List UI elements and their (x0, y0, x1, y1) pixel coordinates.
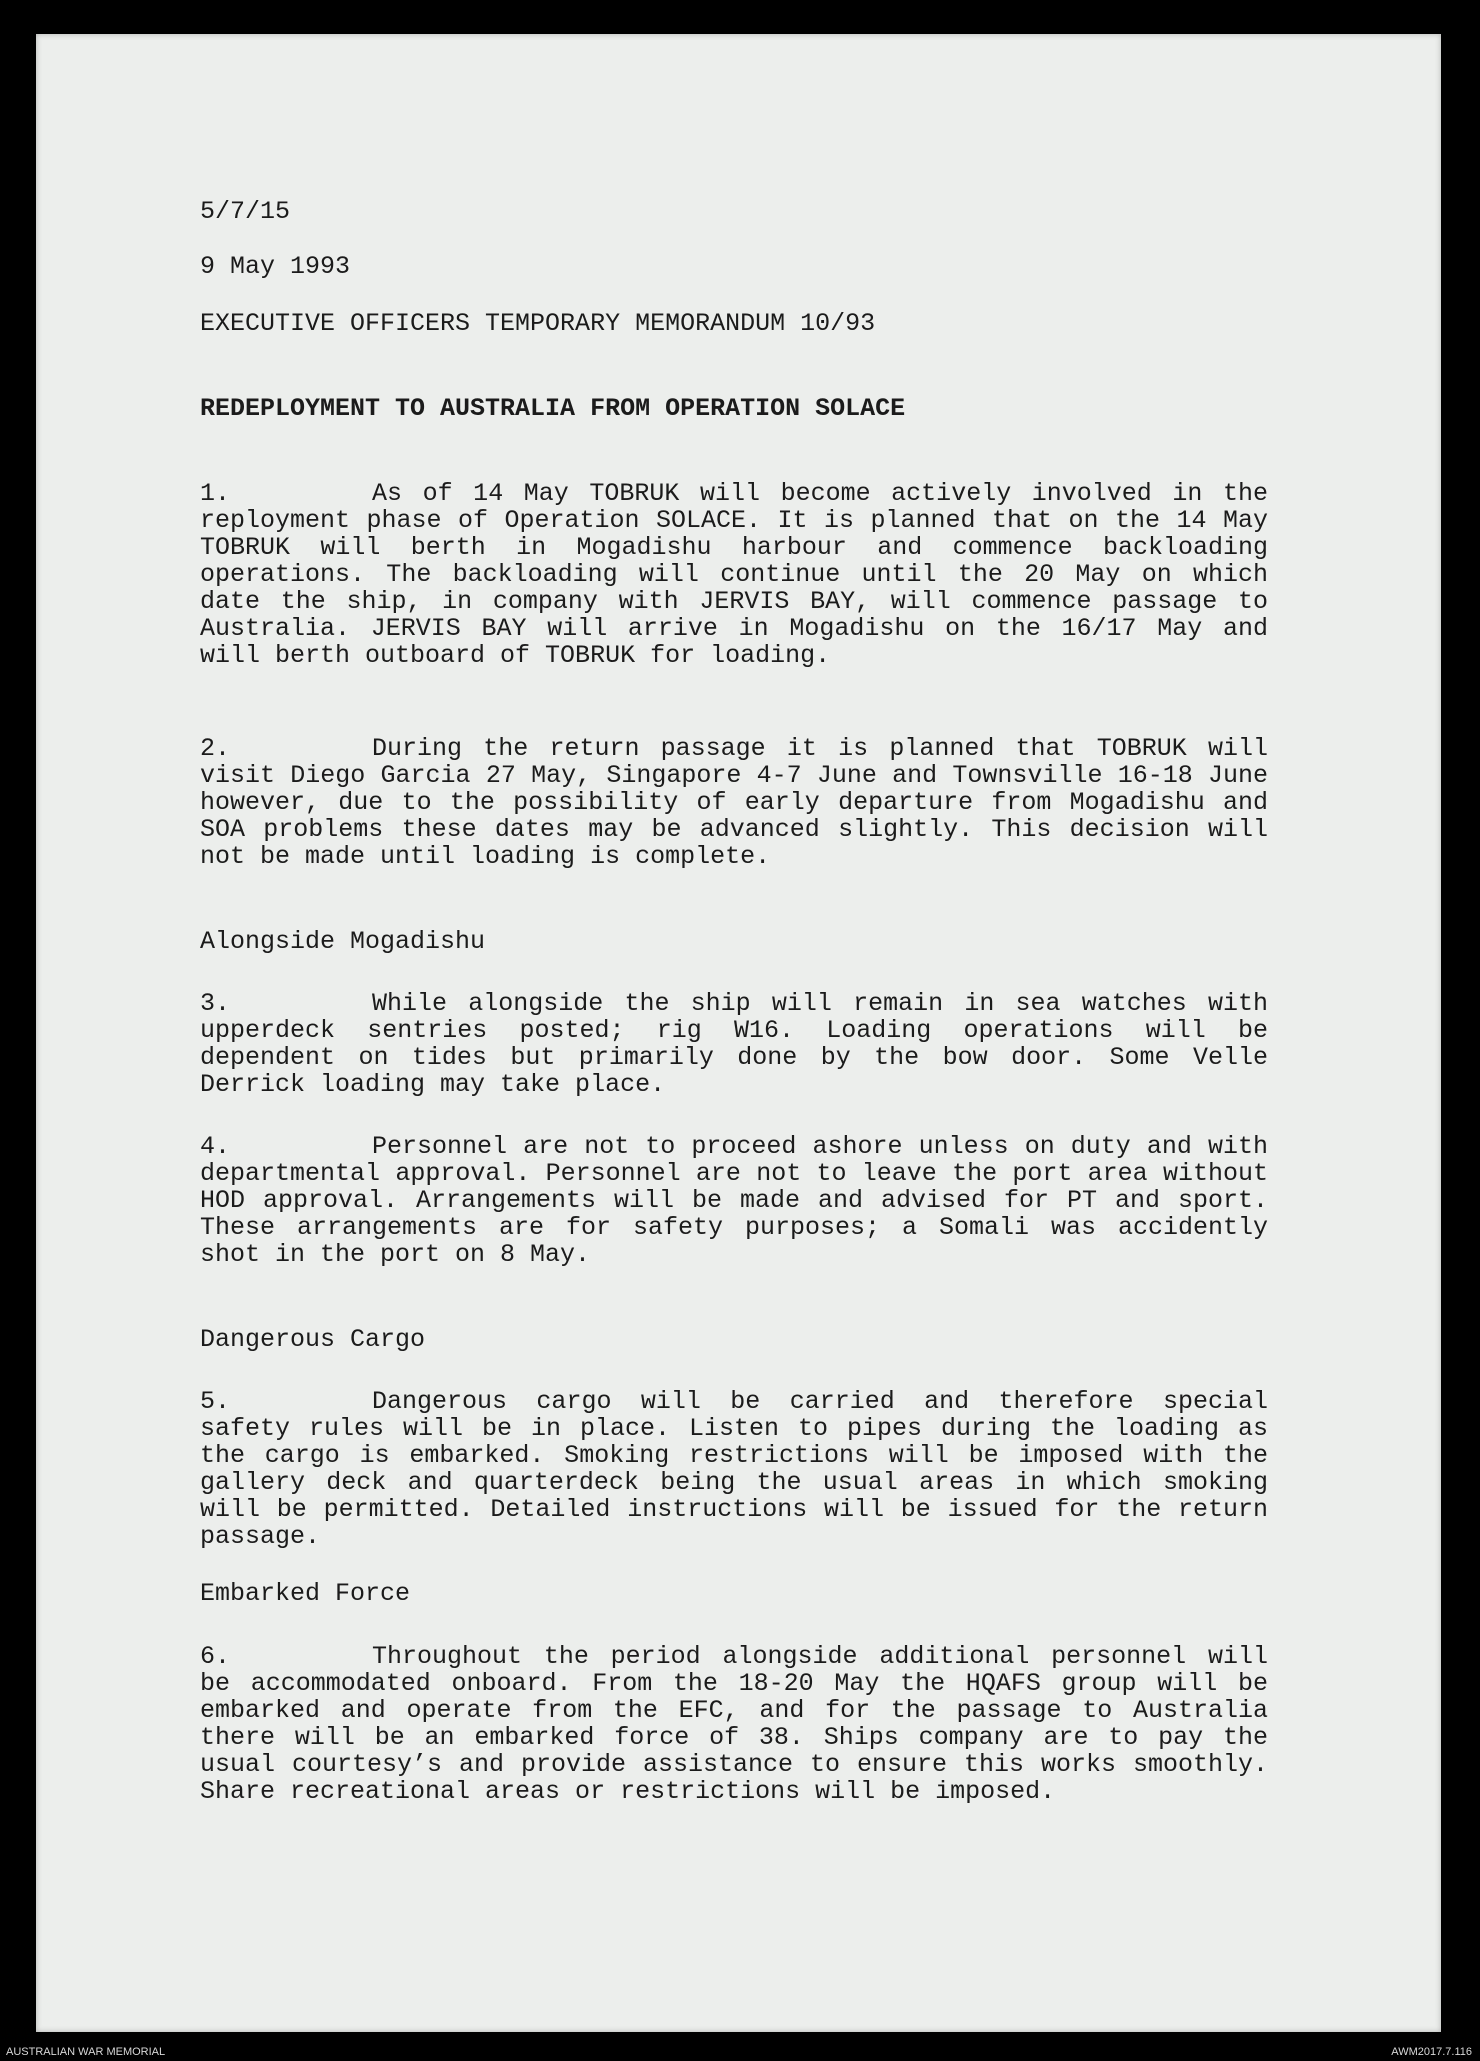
paragraph-text: During the return passage it is planned that TOBRUK will visit Diego Garcia 27 May, Singapore 4-7 June and Townsville 16-18 June however, due to the possibility of early departure from Mogadishu and SOA problems these dates may be advanced slightly. This decision will not be made until loading is complete. (200, 734, 1268, 871)
memo-title: EXECUTIVE OFFICERS TEMPORARY MEMORANDUM 10/93 (200, 309, 876, 338)
paragraph-3 (200, 990, 1268, 1098)
paragraph-text: Personnel are not to proceed ashore unless on duty and with departmental approval. Personnel are not to leave the port area without HOD approval. Arrangements will be made and advised for PT and sport. These arrangements are for safety purposes; a Somali was accidently shot in the port on 8 May. (200, 1132, 1268, 1269)
memo-subject: REDEPLOYMENT TO AUSTRALIA FROM OPERATION SOLACE (200, 394, 906, 423)
paragraph-4 (200, 1133, 1268, 1268)
footer-institution: AUSTRALIAN WAR MEMORIAL (6, 2046, 166, 2058)
paragraph-text: As of 14 May TOBRUK will become actively involved in the reployment phase of Operation SOLACE. It is planned that on the 14 May TOBRUK will berth in Mogadishu harbour and commence backloading operations. The backloading will continue until the 20 May on which date the ship, in company with JERVIS BAY, will commence passage to Australia. JERVIS BAY will arrive in Mogadishu on the 16/17 May and will berth outboard of TOBRUK for loading. (200, 479, 1268, 670)
paragraph-2 (200, 735, 1268, 870)
section-heading-force: Embarked Force (200, 1579, 411, 1608)
paragraph-number: 2. (200, 734, 231, 763)
paragraph-number: 4. (200, 1132, 231, 1161)
paragraph-5 (200, 1388, 1268, 1550)
memo-date: 9 May 1993 (200, 252, 351, 281)
section-heading-cargo: Dangerous Cargo (200, 1325, 426, 1354)
paragraph-text: While alongside the ship will remain in sea watches with upperdeck sentries posted; rig W16. Loading operations will be dependent on tides but primarily done by the bow door. Some Velle Derrick loading may take place. (200, 989, 1268, 1099)
paragraph-number: 5. (200, 1387, 231, 1416)
section-heading-alongside: Alongside Mogadishu (200, 927, 486, 956)
paragraph-number: 3. (200, 989, 231, 1018)
paragraph-text: Dangerous cargo will be carried and therefore special safety rules will be in place. Listen to pipes during the loading as the cargo is embarked. Smoking restrictions will be imposed with the gallery deck and quarterdeck being the usual areas in which smoking will be permitted. Detailed instructions will be issued for the return passage. (200, 1387, 1268, 1551)
reference-number: 5/7/15 (200, 197, 291, 226)
footer-accession-number: AWM2017.7.116 (1391, 2046, 1472, 2058)
paragraph-number: 6. (200, 1642, 231, 1671)
paragraph-6 (200, 1643, 1268, 1805)
paragraph-number: 1. (200, 479, 231, 508)
paragraph-text: Throughout the period alongside additional personnel will be accommodated onboard. From the 18-20 May the HQAFS group will be embarked and operate from the EFC, and for the passage to Australia there will be an embarked force of 38. Ships company are to pay the usual courtesy’s and provide assistance to ensure this works smoothly. Share recreational areas or restrictions will be imposed. (200, 1642, 1268, 1806)
paragraph-1 (200, 480, 1268, 669)
